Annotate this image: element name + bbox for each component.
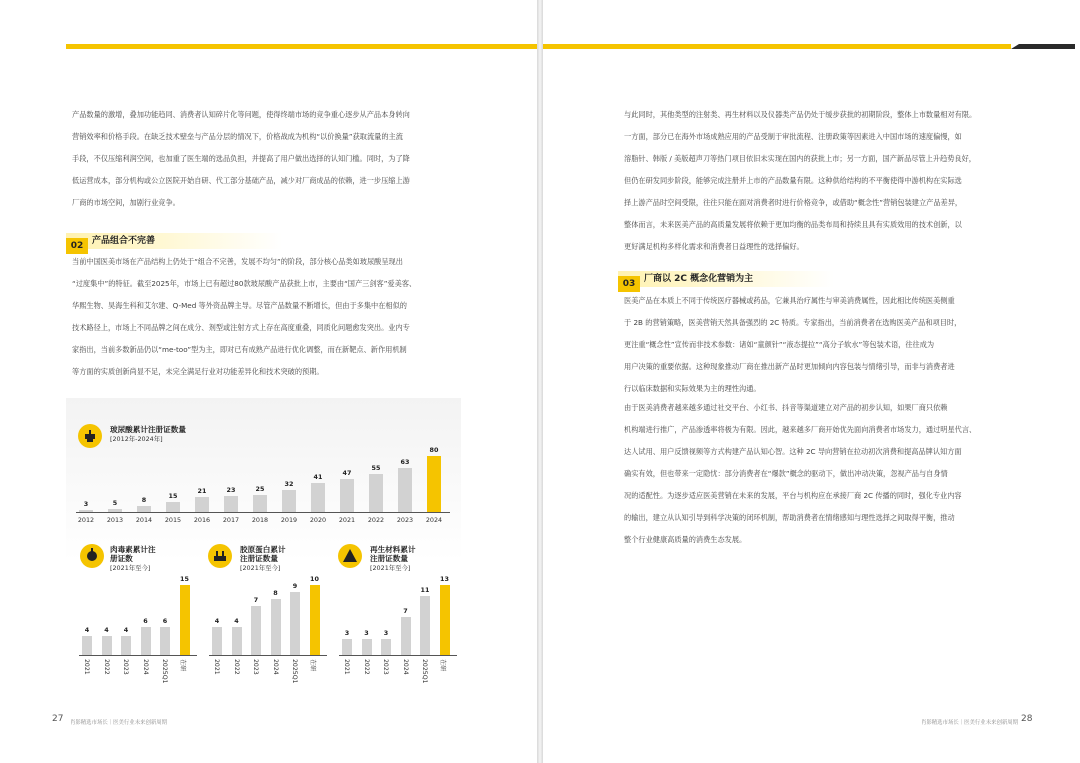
chart4-bar bbox=[362, 639, 372, 655]
chart1-x-label: 2017 bbox=[222, 516, 240, 524]
body-line: 整体而言，未来医美产品的高质量发展将依赖于更加均衡的品类布局和持续且具有实质效用的技术创新，以 bbox=[624, 220, 962, 229]
chart3-bar bbox=[290, 592, 300, 655]
chart2-x-label: 2025Q1 bbox=[161, 659, 168, 684]
chart1-value-label: 55 bbox=[371, 463, 381, 472]
chart3-bar bbox=[310, 585, 320, 655]
chart3-value-label: 4 bbox=[234, 617, 239, 625]
chart3-x-label: 2025Q1 bbox=[291, 659, 298, 684]
chart1-value-label: 32 bbox=[284, 479, 294, 488]
chart4-x-label: 在研 bbox=[438, 659, 446, 672]
body-line: 行以临床数据和实际效果为主的理性沟通。 bbox=[624, 384, 761, 393]
chart4-value-label: 3 bbox=[364, 628, 369, 637]
page-number: 27 bbox=[52, 714, 64, 724]
chart4-x-label: 2023 bbox=[382, 659, 389, 675]
chart2-x-label: 2021 bbox=[83, 659, 90, 675]
chart3-value-label: 9 bbox=[292, 582, 298, 590]
chart1-x-label: 2015 bbox=[164, 516, 182, 524]
chart2-value-label: 4 bbox=[123, 626, 129, 635]
chart1-value-label: 3 bbox=[83, 499, 89, 508]
section-title: 产品组合不完善 bbox=[92, 236, 156, 246]
chart2-bar bbox=[82, 636, 92, 655]
chart2-value-label: 4 bbox=[84, 626, 90, 635]
chart1-value-label: 80 bbox=[429, 446, 439, 454]
body-line: 与此同时，其他类型的注射类、再生材料以及仪器类产品仍处于缓步获批的初期阶段，整体上市数量相对有限。 bbox=[624, 110, 977, 119]
chart2-value-label: 4 bbox=[104, 626, 109, 635]
body-line: 达人试用、用户反馈视频等方式构建产品认知心智。这种 2C 导向营销在拉动初次消费和提高品牌认知方面 bbox=[624, 447, 962, 456]
body-line: 一方面，部分已在海外市场成熟应用的产品受制于审批流程、注册政策等因素进入中国市场的速度偏慢，如 bbox=[624, 132, 962, 141]
chart1-subtitle: [2012年-2024年] bbox=[110, 435, 163, 443]
chart4-axis bbox=[339, 655, 457, 656]
chart4-bar bbox=[420, 596, 430, 655]
chart1-title: 玻尿酸累计注册证数量 bbox=[110, 425, 186, 434]
body-line: 机构端进行推广，产品渗透率将极为有限。因此，越来越多厂商开始优先面向消费者市场发力，通过明星代言、 bbox=[624, 425, 977, 434]
chart1-bar bbox=[369, 474, 383, 513]
intro-paragraph bbox=[72, 104, 466, 214]
top-dark-band bbox=[1011, 44, 1075, 49]
chart1-value-label: 63 bbox=[400, 457, 410, 466]
chart2-bar bbox=[141, 627, 151, 655]
body-line: 择上游产品时空间受限，往往只能在面对消费者时进行价格竞争，或借助“概念性”营销包装建立产品差异， bbox=[624, 198, 963, 207]
chart2-bar bbox=[160, 627, 170, 655]
intro-line: 手段，不仅压缩利润空间，也加重了医生端的选品负担，并提高了用户做出选择的认知门槛。同时，为了降 bbox=[72, 154, 410, 163]
chart4-x-label: 2024 bbox=[401, 659, 409, 675]
body-line: 但仍在研发同步阶段，能够完成注册并上市的产品数量有限。这种供给结构的不平衡使得中游机构在实际选 bbox=[624, 176, 962, 185]
chart4-value-label: 13 bbox=[440, 575, 449, 583]
chart4-bar bbox=[401, 617, 411, 655]
chart3-value-label: 10 bbox=[310, 575, 319, 583]
footer-text: 肖影精选市场长｜医美行业未来创新周期 bbox=[70, 720, 168, 726]
chart3-x-label: 2022 bbox=[232, 659, 240, 675]
chart2-bar bbox=[121, 636, 131, 655]
section-number: 03 bbox=[618, 276, 640, 292]
chart1-value-label: 21 bbox=[197, 487, 207, 496]
para-1 bbox=[624, 104, 1016, 258]
chart1-x-label: 2022 bbox=[367, 516, 385, 524]
body-line: 更好满足机构多样化需求和消费者日益理性的选择偏好。 bbox=[624, 242, 804, 251]
chart1-x-label: 2012 bbox=[77, 516, 95, 524]
chart3-value-label: 7 bbox=[253, 596, 259, 604]
chart3-title: 胶原蛋白累计 注册证数量 bbox=[240, 545, 286, 563]
chart4-bar bbox=[381, 639, 391, 655]
chart1-value-label: 41 bbox=[313, 473, 323, 482]
chart1-value-label: 5 bbox=[112, 498, 118, 507]
chart1-value-label: 15 bbox=[168, 491, 178, 500]
body-line: 整个行业健康高质量的消费生态发展。 bbox=[624, 535, 747, 544]
body-line: “过度集中”的特征。截至2025年，市场上已有超过80款玻尿酸产品获批上市，主要由“国产三剑客”爱美客、 bbox=[72, 279, 417, 288]
chart1-bar bbox=[282, 490, 296, 512]
chart3-value-label: 8 bbox=[273, 589, 278, 597]
section-heading-02 bbox=[66, 233, 306, 249]
chart2-subtitle: [2021年至今] bbox=[110, 564, 151, 572]
para-2 bbox=[624, 290, 1016, 400]
chart4-x-label: 2025Q1 bbox=[421, 659, 428, 684]
intro-line: 产品数量的激增，叠加功能趋同、消费者认知碎片化等问题，使得终端市场的竞争重心逐步从产品本身转向 bbox=[72, 110, 410, 119]
book-spine bbox=[537, 0, 543, 763]
section-number: 02 bbox=[66, 238, 88, 254]
chart2-bar bbox=[180, 585, 190, 655]
chart1-bar bbox=[398, 468, 412, 512]
section-heading-03 bbox=[618, 271, 858, 287]
section-02-body bbox=[72, 251, 466, 383]
chart2-x-label: 在研 bbox=[178, 659, 186, 672]
body-line: 溶脂针、韩版 / 美版超声刀等热门项目依旧未实现在国内的获批上市；另一方面，国产新品尽管上升趋势良好， bbox=[624, 154, 976, 163]
right-page bbox=[541, 0, 1080, 763]
body-line: 更注重“概念性”宣传而非技术参数：诸如“童颜针”“液态提拉”“高分子软水”等包装术语，往往成为 bbox=[624, 340, 935, 349]
chart1-x-label: 2014 bbox=[135, 516, 153, 524]
chart3-x-label: 在研 bbox=[308, 659, 316, 672]
chart4-bar bbox=[342, 639, 352, 655]
botox-icon bbox=[80, 544, 104, 568]
chart3-bar bbox=[232, 627, 242, 655]
chart3-bar bbox=[271, 599, 281, 655]
chart3-x-label: 2024 bbox=[271, 659, 279, 675]
body-line: 家指出，当前多数新品仍以“me-too”型为主，即对已有成熟产品进行优化调整，而在新靶点、新作用机制 bbox=[72, 345, 407, 354]
chart1-bar bbox=[311, 483, 325, 512]
chart4-value-label: 7 bbox=[403, 607, 408, 616]
chart3-x-label: 2023 bbox=[252, 659, 259, 675]
chart1-bar bbox=[427, 456, 441, 512]
body-line: 技术路径上，市场上不同品牌之间在成分、剂型或注射方式上存在高度重叠，同质化问题愈发突出。业内专 bbox=[72, 323, 410, 332]
section-title: 厂商以 2C 概念化营销为主 bbox=[644, 274, 754, 284]
collagen-icon bbox=[208, 544, 232, 568]
body-line: 由于医美消费者越来越多通过社交平台、小红书、抖音等渠道建立对产品的初步认知，如果厂商只依赖 bbox=[624, 403, 948, 412]
chart1-bar bbox=[195, 497, 209, 512]
body-line: 医美产品在本质上不同于传统医疗器械或药品，它兼具治疗属性与审美消费属性，因此相比传统医美侧重 bbox=[624, 296, 955, 305]
chart2-title: 肉毒素累计注 册证数 bbox=[110, 545, 156, 563]
chart3-subtitle: [2021年至今] bbox=[240, 564, 281, 572]
chart1-value-label: 8 bbox=[141, 496, 147, 505]
chart3-bar bbox=[212, 627, 222, 655]
chart1-x-label: 2020 bbox=[309, 516, 327, 524]
left-page bbox=[0, 0, 539, 763]
chart2-x-label: 2022 bbox=[102, 659, 110, 675]
chart3-value-label: 4 bbox=[214, 617, 220, 625]
chart1-x-label: 2013 bbox=[106, 516, 124, 524]
chart2-axis bbox=[79, 655, 197, 656]
chart1-bar bbox=[253, 495, 267, 513]
top-yellow-band bbox=[66, 44, 539, 49]
page-number: 28 bbox=[1021, 714, 1033, 724]
chart1-x-label: 2016 bbox=[193, 516, 211, 524]
chart2-value-label: 6 bbox=[143, 617, 148, 625]
body-line: 等方面的实质创新尚显不足，未完全满足行业对功能差异化和技术突破的预期。 bbox=[72, 367, 324, 376]
chart4-value-label: 3 bbox=[344, 628, 350, 637]
chart3-bar bbox=[251, 606, 261, 655]
chart4-x-label: 2022 bbox=[362, 659, 370, 675]
body-line: 况的适配性。为逐步适应医美营销在未来的发展，平台与机构应在承接厂商 2C 传播的同时，强化专业内容 bbox=[624, 491, 962, 500]
chart4-subtitle: [2021年至今] bbox=[370, 564, 411, 572]
body-line: 华熙生物、昊海生科和艾尔建、Q-Med 等外资品牌主导。尽管产品数量不断增长，但由于多集中在相似的 bbox=[72, 301, 407, 310]
body-line: 的输出，建立从认知引导到科学决策的闭环机制，帮助消费者在情绪感知与理性选择之间取得平衡，推动 bbox=[624, 513, 955, 522]
chart1-x-label: 2023 bbox=[396, 516, 414, 524]
chart3-x-label: 2021 bbox=[213, 659, 220, 675]
footer-text: 肖影精选市场长｜医美行业未来创新周期 bbox=[921, 720, 1019, 726]
chart1-x-label: 2019 bbox=[280, 516, 298, 524]
chart2-value-label: 6 bbox=[162, 617, 168, 625]
chart1-value-label: 47 bbox=[342, 469, 352, 478]
chart1-bar bbox=[224, 496, 238, 512]
chart4-value-label: 3 bbox=[383, 628, 389, 637]
chart1-value-label: 23 bbox=[226, 485, 236, 494]
chart4-value-label: 11 bbox=[420, 585, 430, 594]
chart1-value-label: 25 bbox=[255, 484, 265, 493]
chart2-x-label: 2023 bbox=[122, 659, 129, 675]
syringe-icon bbox=[78, 424, 102, 448]
intro-line: 厂商的市场空间，加剧行业竞争。 bbox=[72, 198, 180, 207]
para-3 bbox=[624, 397, 1016, 551]
body-line: 用户决策的重要依据。这种现象推动厂商在推出新产品时更加倾向内容包装与情绪引导，而非与消费者进 bbox=[624, 362, 955, 371]
chart2-x-label: 2024 bbox=[141, 659, 149, 675]
intro-line: 营销效率和价格手段。在缺乏技术壁垒与产品分层的情况下，价格战成为机构“以价换量”获取流量的主流 bbox=[72, 132, 403, 141]
chart4-title: 再生材料累计 注册证数量 bbox=[370, 545, 416, 563]
chart3-axis bbox=[209, 655, 327, 656]
chart1-bar bbox=[340, 479, 354, 512]
chart2-value-label: 15 bbox=[180, 575, 189, 583]
chart4-x-label: 2021 bbox=[343, 659, 350, 675]
regenerative-material-icon bbox=[338, 544, 362, 568]
body-line: 当前中国医美市场在产品结构上仍处于“组合不完善，发展不均匀”的阶段，部分核心品类如玻尿酸呈现出 bbox=[72, 257, 403, 266]
body-line: 确实有效，但也带来一定隐忧：部分消费者在“爆款”概念的驱动下，做出冲动决策，忽视产品与自身情 bbox=[624, 469, 948, 478]
chart1-bar bbox=[166, 502, 180, 513]
chart4-bar bbox=[440, 585, 450, 655]
chart1-x-label: 2018 bbox=[251, 516, 269, 524]
top-yellow-band bbox=[541, 44, 1011, 49]
body-line: 于 2B 的营销策略，医美营销天然具备强烈的 2C 特质。专家指出，当前消费者在选购医美产品和项目时， bbox=[624, 318, 962, 327]
chart1-axis bbox=[76, 512, 450, 513]
chart2-bar bbox=[102, 636, 112, 655]
intro-line: 低运营成本，部分机构或公立医院开始自研、代工部分基础产品，减少对厂商成品的依赖，进一步压缩上游 bbox=[72, 176, 410, 185]
chart1-x-label: 2024 bbox=[425, 516, 443, 524]
chart1-x-label: 2021 bbox=[338, 516, 356, 524]
